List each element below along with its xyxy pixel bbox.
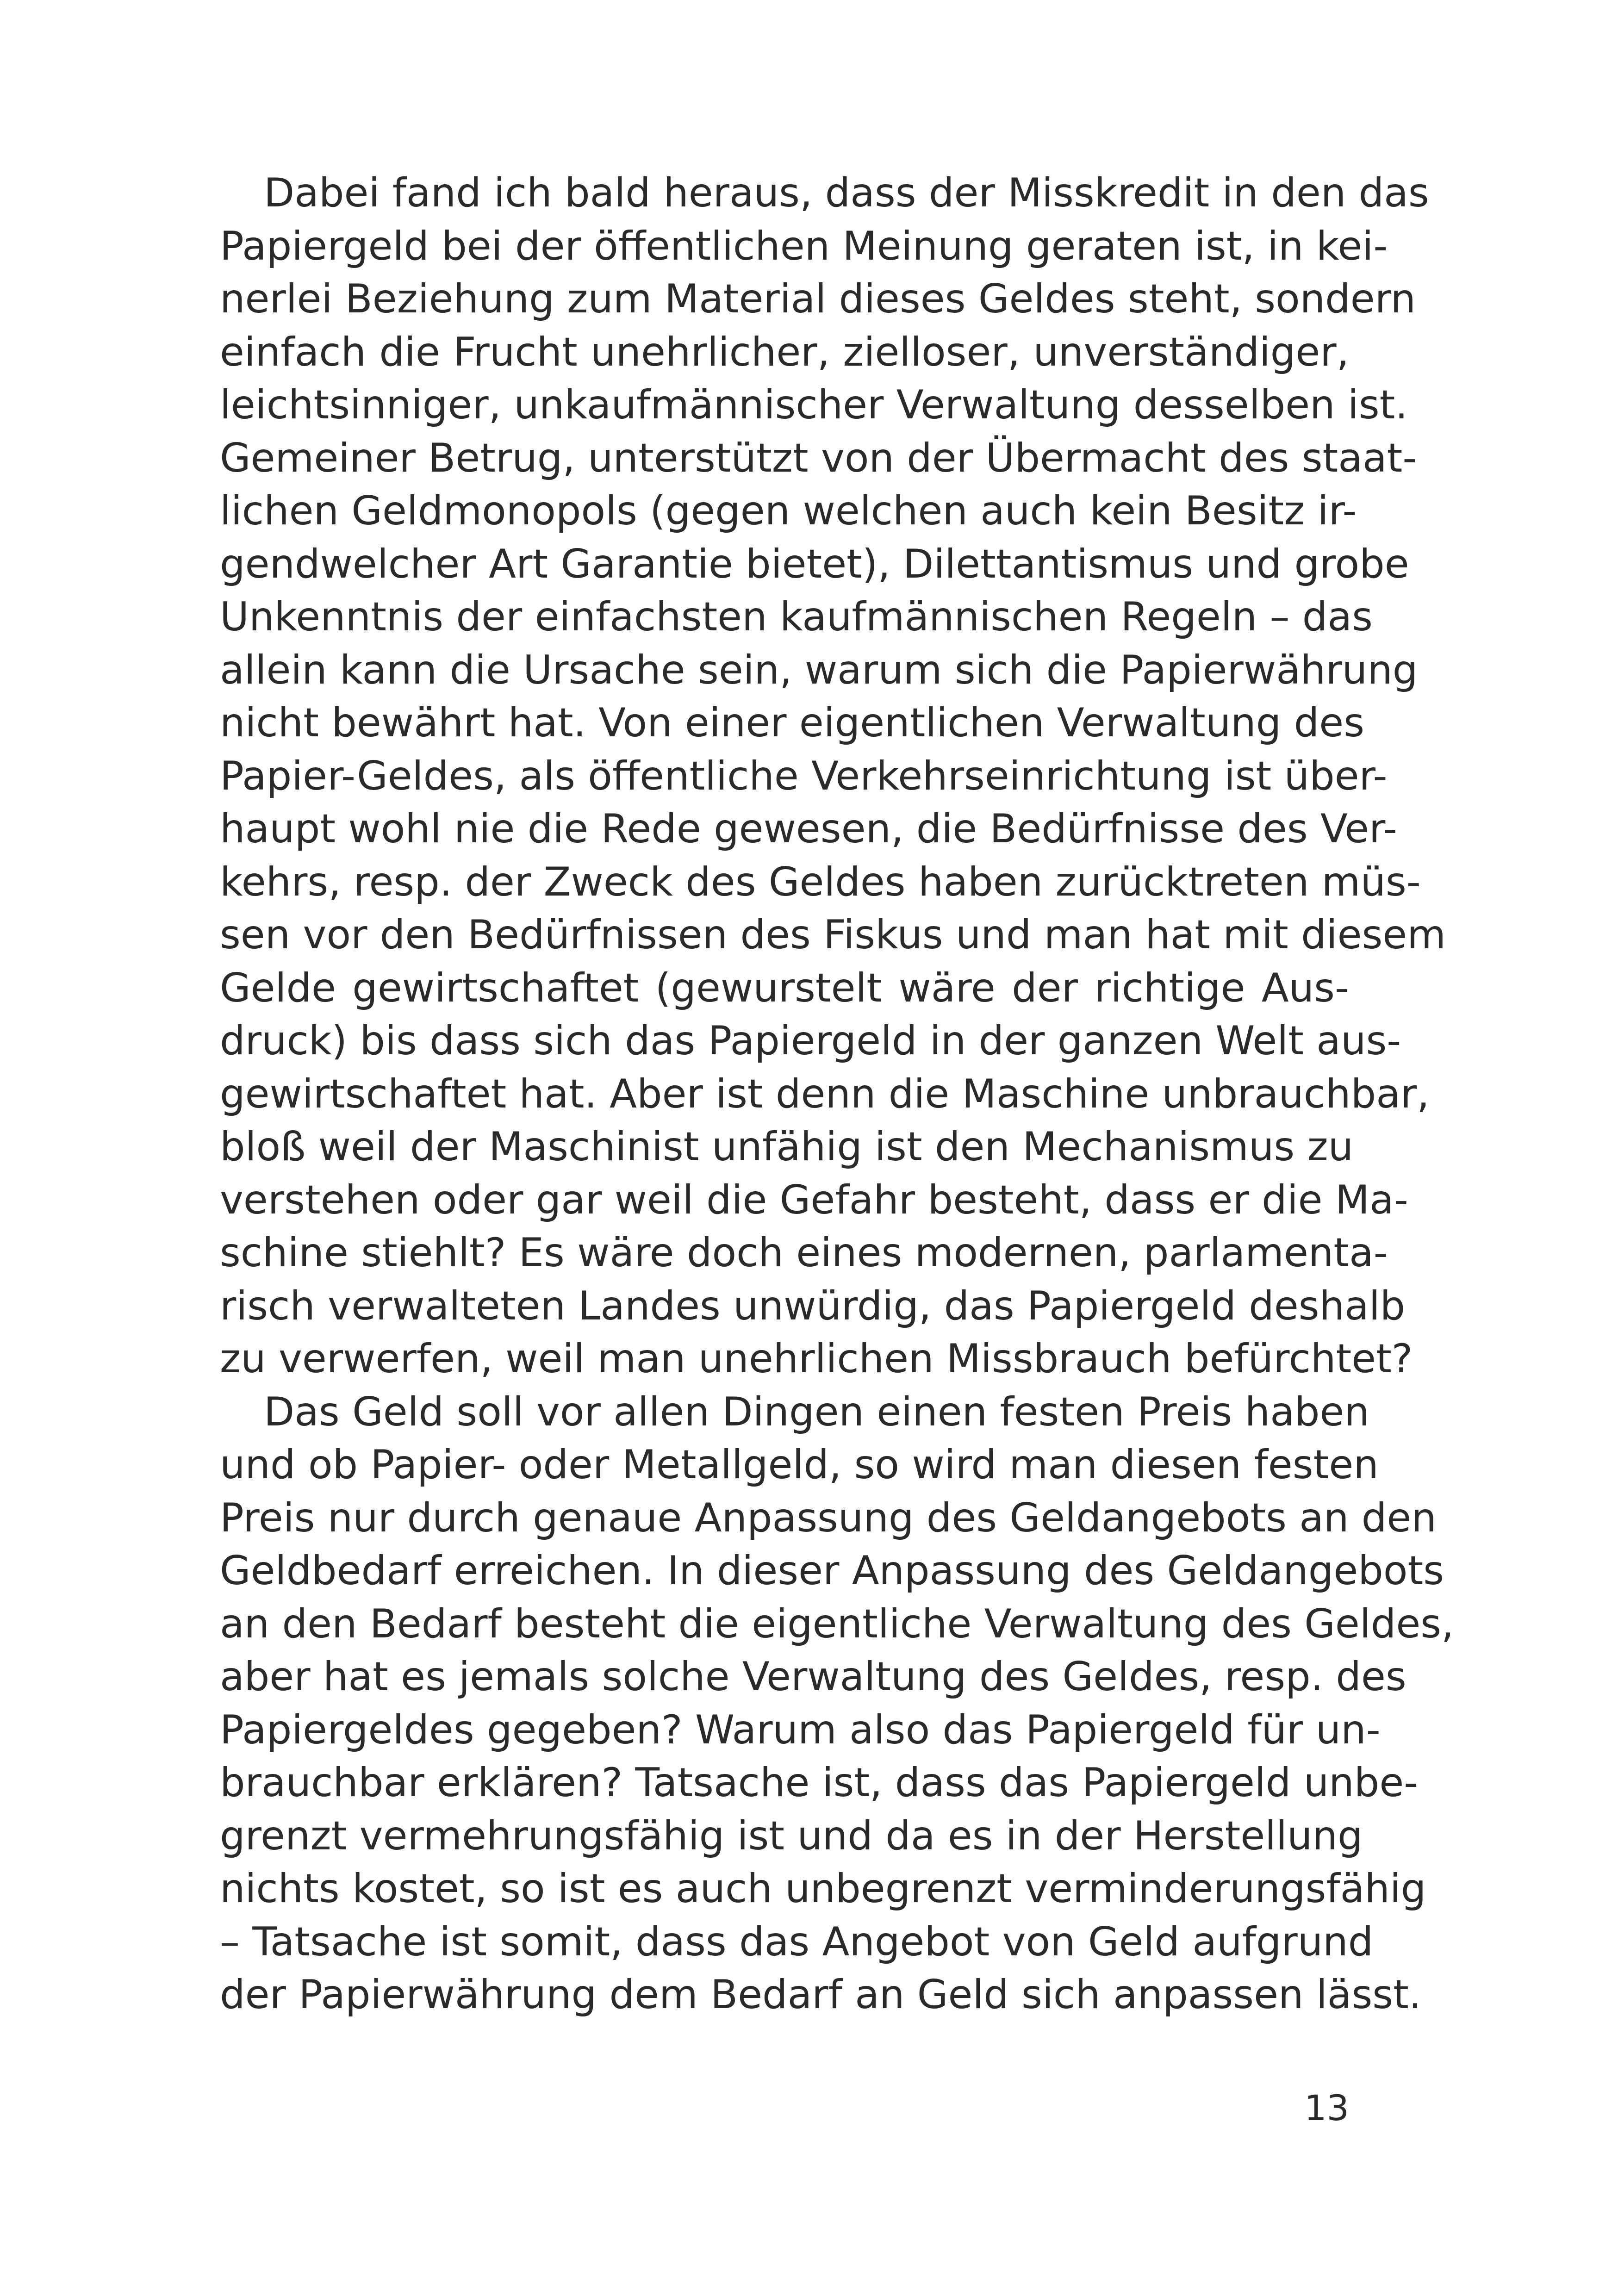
text-line: nicht bewährt hat. Von einer eigentlichen Verwaltung des xyxy=(220,700,1365,746)
text-line: einfach die Frucht unehrlicher, zielloser, unverständiger, xyxy=(220,329,1349,375)
text-line: Geldbedarf erreichen. In dieser Anpassung des Geldangebots xyxy=(220,1548,1444,1594)
text-line: bloß weil der Maschinist unfähig ist den Mechanismus zu xyxy=(220,1124,1354,1170)
text-line: der Papierwährung dem Bedarf an Geld sich anpassen lässt. xyxy=(220,1972,1422,2018)
body-text xyxy=(220,167,1454,2022)
text-line: Papiergeld bei der öffentlichen Meinung geraten ist, in kei- xyxy=(220,223,1388,269)
text-line: nerlei Beziehung zum Material dieses Geldes steht, sondern xyxy=(220,276,1416,322)
text-line: druck) bis dass sich das Papiergeld in der ganzen Welt aus- xyxy=(220,1018,1401,1064)
text-line: zu verwerfen, weil man unehrlichen Missbrauch befürchtet? xyxy=(220,1336,1413,1382)
text-line: Gemeiner Betrug, unterstützt von der Übermacht des staat- xyxy=(220,435,1417,481)
text-line: haupt wohl nie die Rede gewesen, die Bedürfnisse des Ver- xyxy=(220,806,1397,852)
page-number: 13 xyxy=(1304,2087,1349,2128)
text-line: nichts kostet, so ist es auch unbegrenzt verminderungsfähig xyxy=(220,1866,1426,1912)
text-line: Gelde gewirtschaftet (gewurstelt wäre der richtige Aus- xyxy=(220,964,1349,1011)
paragraph-2 xyxy=(220,1386,1454,2022)
text-line: schine stiehlt? Es wäre doch eines modernen, parlamenta- xyxy=(220,1230,1388,1276)
text-line: verstehen oder gar weil die Gefahr besteht, dass er die Ma- xyxy=(220,1176,1408,1223)
text-line: risch verwalteten Landes unwürdig, das Papiergeld deshalb xyxy=(220,1282,1406,1329)
text-line: Unkenntnis der einfachsten kaufmännischen Regeln – das xyxy=(220,594,1373,640)
text-line: Preis nur durch genaue Anpassung des Geldangebots an den xyxy=(220,1494,1437,1541)
text-line: Das Geld soll vor allen Dingen einen festen Preis haben xyxy=(264,1388,1369,1435)
text-line: Papier-Geldes, als öffentliche Verkehrseinrichtung ist über- xyxy=(220,753,1388,799)
paragraph-1 xyxy=(220,167,1446,1386)
text-line: Papiergeldes gegeben? Warum also das Papiergeld für un- xyxy=(220,1706,1381,1753)
text-line: brauchbar erklären? Tatsache ist, dass das Papiergeld unbe- xyxy=(220,1760,1419,1806)
text-line: gendwelcher Art Garantie bietet), Dilettantismus und grobe xyxy=(220,541,1409,587)
text-line: Dabei fand ich bald heraus, dass der Misskredit in den das xyxy=(264,170,1429,216)
text-line: gewirtschaftet hat. Aber ist denn die Maschine unbrauchbar, xyxy=(220,1070,1430,1117)
text-line: an den Bedarf besteht die eigentliche Verwaltung des Geldes, xyxy=(220,1600,1454,1647)
text-line: – Tatsache ist somit, dass das Angebot von Geld aufgrund xyxy=(220,1918,1374,1965)
text-line: und ob Papier- oder Metallgeld, so wird man diesen festen xyxy=(220,1442,1379,1488)
text-line: leichtsinniger, unkaufmännischer Verwaltung desselben ist. xyxy=(220,382,1408,428)
text-line: sen vor den Bedürfnissen des Fiskus und man hat mit diesem xyxy=(220,912,1446,958)
text-line: grenzt vermehrungsfähig ist und da es in der Herstellung xyxy=(220,1812,1363,1859)
text-line: aber hat es jemals solche Verwaltung des Geldes, resp. des xyxy=(220,1654,1406,1700)
text-line: lichen Geldmonopols (gegen welchen auch kein Besitz ir- xyxy=(220,488,1357,534)
text-line: kehrs, resp. der Zweck des Geldes haben zurücktreten müs- xyxy=(220,859,1421,905)
text-line: allein kann die Ursache sein, warum sich die Papierwährung xyxy=(220,647,1418,693)
